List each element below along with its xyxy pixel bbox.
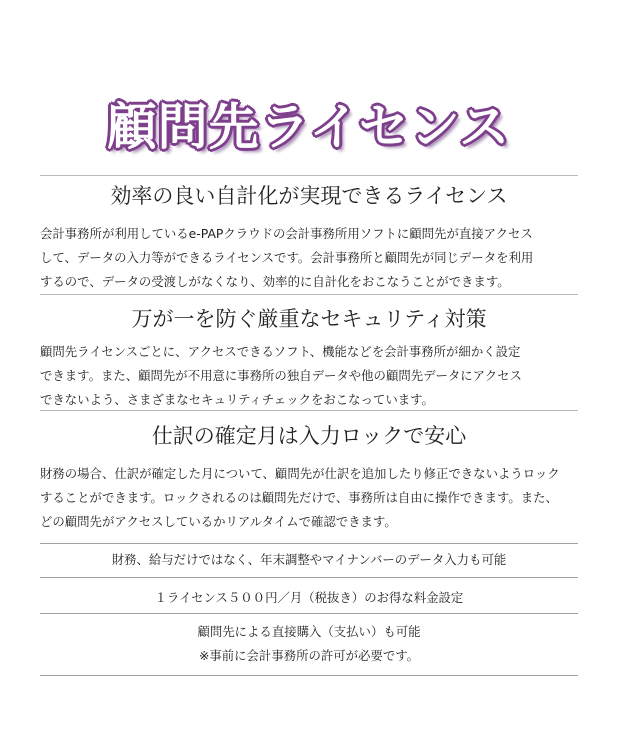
body-line: 財務の場合、仕訳が確定した月について、顧問先が仕訳を追加したり修正できないようロック (40, 466, 560, 481)
body-line: できます。また、顧問先が不用意に事務所の独自データや他の顧問先データにアクセス (40, 368, 522, 383)
feature-data-entry: 財務、給与だけではなく、年末調整やマイナンバーのデータ入力も可能 (111, 552, 507, 567)
section-body-efficiency (40, 222, 582, 294)
body-line: することができます。ロックされるのは顧問先だけで、事務所は自由に操作できます。また、 (40, 490, 558, 505)
feature-purchase-note: ※事前に会計事務所の許可が必要です。 (198, 648, 420, 663)
divider (40, 577, 578, 578)
body-line: 顧問先ライセンスごとに、アクセスできるソフト、機能などを会計事務所が細かく設定 (40, 344, 521, 359)
divider (40, 675, 578, 676)
section-body-security (40, 340, 582, 412)
feature-pricing: １ライセンス５００円／月（税抜き）のお得な料金設定 (154, 590, 464, 605)
hero-title: 顧問先ライセンス (106, 98, 511, 156)
section-heading-security: 万が一を防ぐ厳重なセキュリティ対策 (131, 307, 487, 331)
section-heading-lock: 仕訳の確定月は入力ロックで安心 (151, 424, 467, 448)
divider (40, 543, 578, 544)
section-heading-efficiency: 効率の良い自計化が実現できるライセンス (110, 184, 508, 208)
divider (40, 410, 578, 411)
feature-direct-purchase: 顧問先による直接購入（支払い）も可能 (197, 624, 421, 639)
divider (40, 175, 578, 176)
divider (40, 294, 578, 295)
hero-banner (0, 92, 617, 162)
section-body-lock (40, 462, 582, 534)
body-line: どの顧問先がアクセスしているかリアルタイムで確認できます。 (40, 514, 397, 529)
divider (40, 613, 578, 614)
body-line: できないよう、さまざまなセキュリティチェックをおこなっています。 (40, 392, 434, 407)
body-line: するので、データの受渡しがなくなり、効率的に自計化をおこなうことができます。 (40, 274, 510, 289)
body-line: 会計事務所が利用しているe-PAPクラウドの会計事務所用ソフトに顧問先が直接アクセス (40, 226, 533, 241)
body-line: して、データの入力等ができるライセンスです。会計事務所と顧問先が同じデータを利用 (40, 250, 534, 265)
